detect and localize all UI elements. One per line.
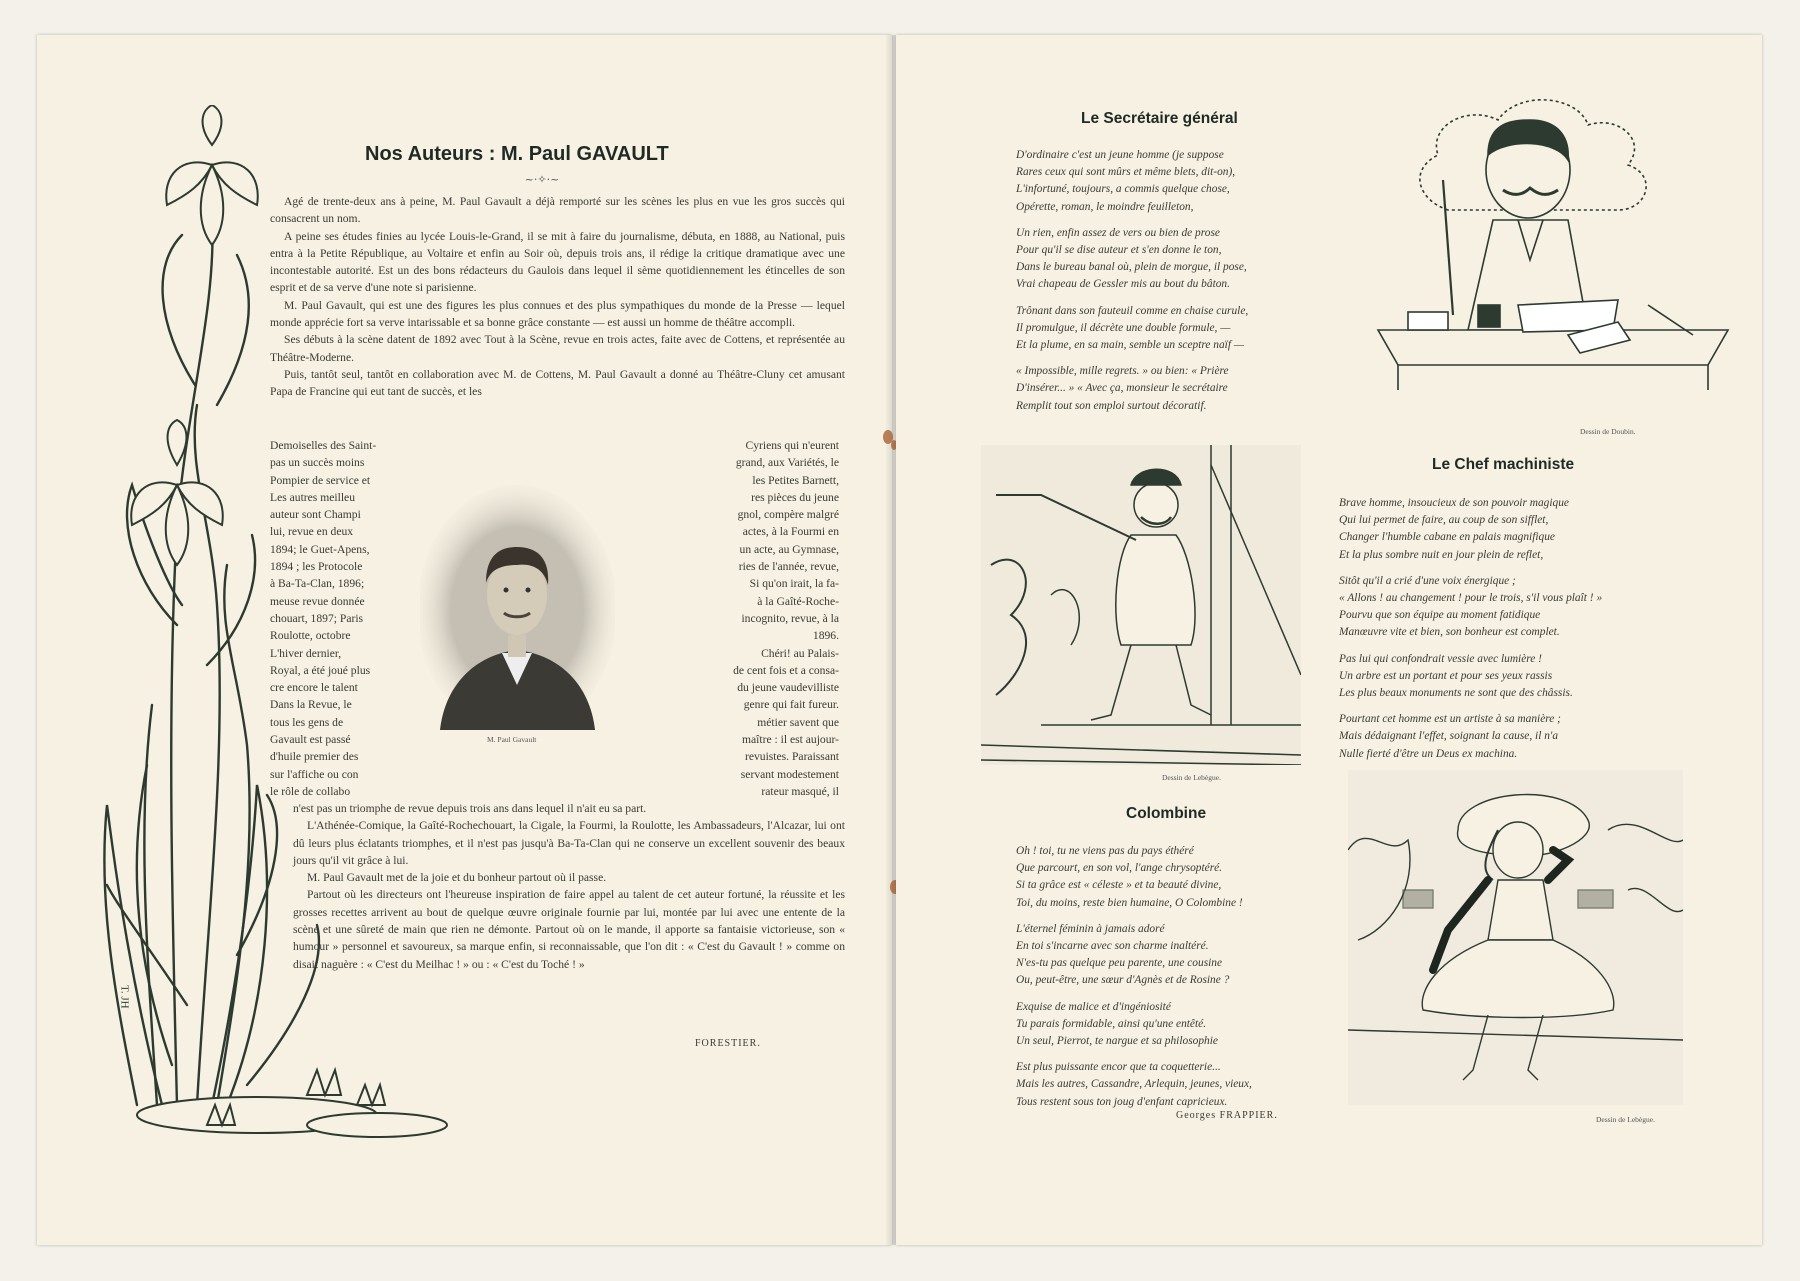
text-line: actes, à la Fourmi en [742,525,839,539]
verse-line: L'éternel féminin à jamais adoré [1016,922,1165,935]
text-line: Roulotte, octobre [270,629,351,643]
text-line: les Petites Barnett, [752,473,839,487]
poem-colombine [1016,843,1252,1120]
verse-line: Ou, peut-être, une sœur d'Agnès et de Rosine ? [1016,974,1230,987]
secretaire-caricature [1358,50,1748,400]
article-title: Nos Auteurs : M. Paul GAVAULT [365,143,669,165]
verse-line: Toi, du moins, reste bien humaine, O Colombine ! [1016,896,1243,909]
verse-line: Manœuvre vite et bien, son bonheur est complet. [1339,626,1560,639]
left-page [37,35,892,1245]
right-page [896,35,1762,1245]
verse-line: Tous restent sous ton joug d'enfant capricieux. [1016,1095,1228,1108]
monogram: T. JH [118,985,131,1009]
stanza [1339,711,1602,763]
text-line: de cent fois et a consa- [733,663,839,677]
text-line: pas un succès moins [270,456,365,470]
poem-title-secretaire: Le Secrétaire général [1081,110,1238,127]
article-signature: FORESTIER. [695,1038,761,1049]
paragraph: n'est pas un triomphe de revue depuis trois ans dans lequel il n'ait eu sa part. [293,802,647,815]
article-intro [270,193,845,401]
text-line: tous les gens de [270,715,344,729]
verse-line: « Impossible, mille regrets. » ou bien: « Prière [1016,365,1229,378]
paragraph: Partout où les directeurs ont l'heureuse inspiration de faire appel au talent de cet auteur fortuné, la réussite et les grosses recettes arrivent au bout de quelque œuvre originale fournie par lui, montée par lui avec une entente de la scène et une sûreté de main que rien ne démonte. Partout où on le mande, il apporte sa fantaisie victorieuse, son « humour » personnel et savoureux, sa marque enfin, si reconnaissable, que l'on dit : « C'est du Gavault ! » comme on disait naguère : « C'est du Meilhac ! » ou : « C'est du Toché ! » [293,888,845,971]
portrait-caption: M. Paul Gavault [487,735,537,744]
text-line: 1896. [812,629,839,643]
verse-line: Sitôt qu'il a crié d'une voix énergique ; [1339,574,1516,587]
text-line: Les autres meilleu [270,490,355,504]
verse-line: Si ta grâce est « céleste » et ta beauté divine, [1016,879,1222,892]
stanza [1016,363,1248,415]
paragraph: Puis, tantôt seul, tantôt en collaboration avec M. de Cottens, M. Paul Gavault a donné au Théâtre-Cluny cet amusant Papa de Francine qui eut tant de succès, et les [270,367,845,399]
text-line: Gavault est passé [270,733,351,747]
text-line: incognito, revue, à la [741,611,839,625]
verse-line: Pas lui qui confondrait vessie avec lumière ! [1339,652,1542,665]
verse-line: Un seul, Pierrot, te nargue et sa philosophie [1016,1035,1218,1048]
text-line: 1894; le Guet-Apens, [270,542,370,556]
paragraph: M. Paul Gavault met de la joie et du bonheur partout où il passe. [307,871,607,885]
verse-line: Changer l'humble cabane en palais magnifique [1339,531,1555,544]
text-line: grand, aux Variétés, le [735,456,839,470]
verse-line: Il promulgue, il décrète une double formule, — [1016,321,1231,334]
verse-line: N'es-tu pas quelque peu parente, une cousine [1016,957,1223,970]
verse-line: Est plus puissante encor que ta coquetterie... [1016,1061,1221,1074]
verse-line: Mais les autres, Cassandre, Arlequin, jeunes, vieux, [1016,1078,1252,1091]
verse-line: D'insérer... » « Avec ça, monsieur le secrétaire [1016,382,1228,395]
wrapped-text-left-column [270,437,376,800]
verse-line: En toi s'incarne avec son charme inaltéré. [1016,940,1209,953]
verse-line: Et la plus sombre nuit en jour plein de reflet, [1339,548,1544,561]
text-line: d'huile premier des [270,750,359,764]
machiniste-caption: Dessin de Lebègue. [1162,773,1221,782]
stanza [1339,495,1602,564]
verse-line: Les plus beaux monuments ne sont que des châssis. [1339,687,1573,700]
text-line: meuse revue donnée [270,594,365,608]
verse-line: Un rien, enfin assez de vers ou bien de prose [1016,226,1220,239]
colombine-illustration [1348,770,1683,1105]
article-outro [293,800,845,973]
paragraph: M. Paul Gavault, qui est une des figures les plus connues et des plus sympathiques du monde de la Presse — lequel monde apprécie fort sa verve intarissable et sa bonne grâce constante — est aussi un homme de théâtre accompli. [270,298,845,330]
machiniste-caricature [981,445,1301,765]
verse-line: D'ordinaire c'est un jeune homme (je suppose [1016,149,1224,161]
text-line: cre encore le talent [270,681,358,695]
secretaire-caption: Dessin de Doubin. [1580,427,1636,436]
text-line: 1894 ; les Protocole [270,560,363,574]
stanza [1339,573,1602,642]
text-line: le rôle de collabo [270,784,351,798]
text-line: Si qu'on irait, la fa- [749,577,839,591]
text-line: Pompier de service et [270,473,371,487]
paragraph: Agé de trente-deux ans à peine, M. Paul Gavault a déjà remporté sur les scènes les plus en vue les gros succès qui consacrent un nom. [270,195,845,226]
text-line: métier savent que [757,715,839,729]
text-line: Chéri! au Palais- [761,646,839,660]
stanza [1339,651,1602,703]
verse-line: Remplit tout son emploi surtout décoratif. [1016,399,1207,412]
text-line: sur l'affiche ou con [270,767,359,781]
poem-signature: Georges FRAPPIER. [1176,1110,1278,1121]
text-line: à la Gaîté-Roche- [757,594,839,608]
stanza [1016,999,1252,1051]
text-line: res pièces du jeune [751,490,839,504]
poem-secretaire [1016,147,1248,424]
verse-line: Exquise de malice et d'ingéniosité [1016,1000,1171,1013]
verse-line: Rares ceux qui sont mûrs et même blets, dit-on), [1016,166,1236,179]
verse-line: Pourvu que son équipe au moment fatidique [1339,609,1541,622]
stanza [1016,843,1252,912]
title-ornament: ~·✧·~ [524,173,560,186]
text-line: revuistes. Paraissant [744,750,839,764]
verse-line: Opérette, roman, le moindre feuilleton, [1016,200,1194,213]
text-line: Demoiselles des Saint- [270,439,377,452]
text-line: auteur sont Champi [270,508,361,522]
text-line: du jeune vaudevilliste [737,681,839,695]
text-line: Dans la Revue, le [270,698,352,712]
paragraph: L'Athénée-Comique, la Gaîté-Rochechouart, la Cigale, la Fourmi, la Roulotte, les Ambassadeurs, l'Alcazar, lui ont dû leurs plus éclatants triomphes, et il n'est pas jusqu'à Ba-Ta-Clan qui ne conserve un excellent souvenir des beaux jours qu'il vit grâce à lui. [293,819,845,867]
verse-line: Nulle fierté d'être un Deus ex machina. [1339,747,1518,760]
poem-title-colombine: Colombine [1126,805,1207,822]
verse-line: Qui lui permet de faire, au coup de son sifflet, [1339,514,1549,527]
wrapped-text-right-column [679,437,839,800]
verse-line: Brave homme, insoucieux de son pouvoir magique [1339,497,1569,509]
paragraph: Ses débuts à la scène datent de 1892 avec Tout à la Scène, revue en trois actes, faite avec de Cottens, et représentée au Théâtre-Moderne. [270,333,845,364]
text-line: à Ba-Ta-Clan, 1896; [270,577,365,591]
text-line: ries de l'année, revue, [738,560,839,574]
text-line: Cyriens qui n'eurent [745,439,839,452]
poem-title-machiniste: Le Chef machiniste [1432,456,1575,473]
colombine-caption: Dessin de Lebègue. [1596,1115,1655,1124]
verse-line: Trônant dans son fauteuil comme en chaise curule, [1016,304,1249,317]
verse-line: Dans le bureau banal où, plein de morgue, il pose, [1016,261,1247,274]
verse-line: Pourtant cet homme est un artiste à sa manière ; [1339,713,1561,726]
verse-line: Vrai chapeau de Gessler mis au bout du bâton. [1016,278,1230,291]
text-line: gnol, compère malgré [737,508,839,522]
stanza [1016,1059,1252,1111]
poem-machiniste [1339,495,1602,772]
verse-line: Pour qu'il se dise auteur et s'en donne le ton, [1016,244,1222,257]
text-line: L'hiver dernier, [270,646,342,660]
text-line: un acte, au Gymnase, [739,542,839,556]
verse-line: Tu parais formidable, ainsi qu'une entêté. [1016,1017,1207,1030]
text-line: genre qui fait fureur. [743,698,839,712]
verse-line: Un arbre est un portant et pour ses yeux rassis [1339,669,1553,682]
verse-line: Et la plume, en sa main, semble un sceptre naïf — [1016,339,1244,352]
verse-line: L'infortuné, toujours, a commis quelque chose, [1016,183,1230,196]
text-line: chouart, 1897; Paris [270,611,364,625]
text-line: servant modestement [740,767,839,781]
stanza [1016,225,1248,294]
stanza [1016,303,1248,355]
text-line: lui, revue en deux [270,525,354,539]
verse-line: Oh ! toi, tu ne viens pas du pays éthéré [1016,845,1194,857]
text-line: rateur masqué, il [761,784,839,798]
text-line: maître : il est aujour- [742,733,839,747]
text-line: Royal, a été joué plus [270,663,371,677]
verse-line: Mais dédaignant l'effet, soignant la cause, il n'a [1339,730,1559,743]
stanza [1016,921,1252,990]
stanza [1016,147,1248,216]
verse-line: Que parcourt, en son vol, l'ange chrysoptéré. [1016,862,1223,875]
verse-line: « Allons ! au changement ! pour le trois, s'il vous plaît ! » [1339,592,1603,605]
portrait-photo [420,485,615,730]
paragraph: A peine ses études finies au lycée Louis-le-Grand, il se mit à faire du journalisme, débuta, en 1888, au National, puis entra à la Petite République, au Voltaire et enfin au Soir où, depuis trois ans, il rédige la critique dramatique avec une incontestable autorité. Est un des bons rédacteurs du Gaulois dans lequel il sème quotidiennement les étincelles de son esprit et de sa verve d'une note si parisienne. [270,229,845,295]
